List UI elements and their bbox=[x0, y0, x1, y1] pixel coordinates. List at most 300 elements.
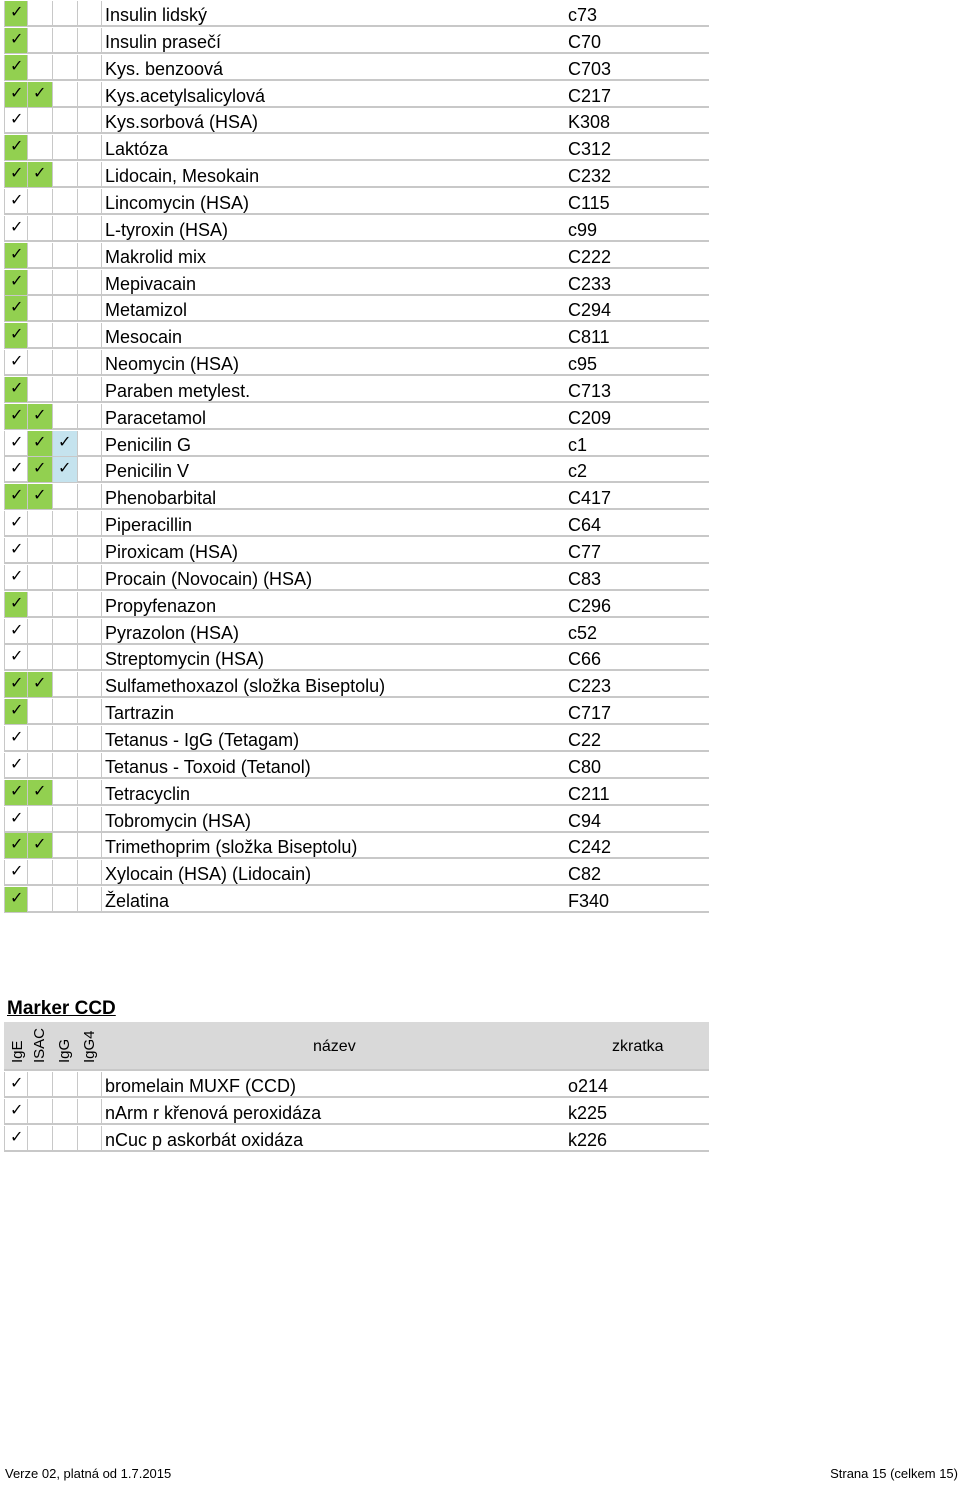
table-row bbox=[4, 189, 709, 215]
table-row bbox=[4, 404, 709, 430]
checkbox-cell bbox=[4, 296, 28, 321]
checkbox-cell bbox=[53, 619, 78, 644]
allergen-code: C417 bbox=[568, 488, 612, 509]
allergen-name: Želatina bbox=[105, 891, 170, 912]
checkmark-icon: ✓ bbox=[10, 406, 24, 424]
checkmark-icon: ✓ bbox=[33, 406, 47, 424]
table-row bbox=[4, 1126, 709, 1152]
checkmark-icon: ✓ bbox=[33, 675, 47, 693]
allergen-name: Penicilin V bbox=[105, 461, 190, 482]
table-row bbox=[4, 753, 709, 779]
checkbox-cell bbox=[4, 404, 28, 429]
allergen-code: C77 bbox=[568, 542, 602, 562]
checkbox-cell bbox=[4, 323, 28, 348]
table-row bbox=[4, 538, 709, 564]
allergen-name: Kys.acetylsalicylová bbox=[105, 85, 266, 106]
checkbox-cell bbox=[4, 699, 28, 724]
checkbox-cell bbox=[78, 404, 102, 429]
allergen-name: L-tyroxin (HSA) bbox=[105, 219, 229, 240]
checkbox-cell bbox=[78, 753, 102, 778]
table-row bbox=[4, 243, 709, 269]
checkbox-cell bbox=[4, 592, 28, 617]
checkbox-cell bbox=[4, 887, 28, 912]
checkbox-cell bbox=[28, 887, 53, 912]
checkbox-cell bbox=[4, 135, 28, 160]
table-row bbox=[4, 484, 709, 510]
checkbox-cell bbox=[53, 484, 78, 509]
table-row bbox=[4, 807, 709, 833]
checkmark-icon: ✓ bbox=[10, 782, 24, 800]
allergen-name: Neomycin (HSA) bbox=[105, 354, 240, 375]
checkbox-cell bbox=[78, 860, 102, 885]
checkbox-cell bbox=[4, 1, 28, 26]
checkbox-cell bbox=[28, 1, 53, 26]
checkmark-icon: ✓ bbox=[10, 460, 24, 478]
checkmark-icon: ✓ bbox=[10, 1101, 24, 1119]
table-row bbox=[4, 323, 709, 349]
checkbox-cell bbox=[4, 1099, 28, 1124]
checkbox-cell bbox=[4, 726, 28, 751]
allergen-name: Mepivacain bbox=[105, 273, 197, 294]
table-row bbox=[4, 431, 709, 457]
allergen-code: C294 bbox=[568, 300, 612, 321]
checkmark-icon: ✓ bbox=[10, 621, 24, 639]
checkbox-cell bbox=[53, 28, 78, 53]
checkbox-cell bbox=[28, 377, 53, 402]
checkmark-icon: ✓ bbox=[10, 648, 24, 666]
table-row bbox=[4, 457, 709, 483]
checkbox-cell bbox=[4, 511, 28, 536]
checkbox-cell bbox=[53, 323, 78, 348]
checkmark-icon: ✓ bbox=[10, 84, 24, 102]
checkbox-cell bbox=[28, 484, 53, 509]
checkbox-cell bbox=[53, 645, 78, 670]
allergen-name: nCuc p askorbát oxidáza bbox=[105, 1129, 304, 1150]
checkbox-cell bbox=[78, 377, 102, 402]
allergen-code: C115 bbox=[568, 192, 610, 213]
checkmark-icon: ✓ bbox=[10, 299, 24, 317]
checkbox-cell bbox=[28, 162, 53, 187]
table-row bbox=[4, 565, 709, 591]
checkmark-icon: ✓ bbox=[10, 567, 24, 585]
checkmark-icon: ✓ bbox=[10, 836, 24, 854]
allergen-code: C312 bbox=[568, 139, 612, 160]
checkbox-cell bbox=[78, 645, 102, 670]
checkbox-cell bbox=[78, 619, 102, 644]
allergen-code: C211 bbox=[568, 783, 610, 804]
checkmark-icon: ✓ bbox=[10, 514, 24, 532]
checkbox-cell bbox=[28, 807, 53, 832]
checkmark-icon: ✓ bbox=[10, 541, 24, 558]
checkbox-cell bbox=[78, 457, 102, 482]
checkbox-cell bbox=[28, 457, 53, 482]
checkbox-cell bbox=[4, 377, 28, 402]
table-row bbox=[4, 645, 709, 671]
table-row bbox=[4, 270, 709, 296]
checkbox-cell bbox=[4, 350, 28, 375]
table-row bbox=[4, 672, 709, 698]
allergen-code: C66 bbox=[568, 649, 602, 670]
checkbox-cell bbox=[4, 162, 28, 187]
checkbox-cell bbox=[28, 323, 53, 348]
checkbox-cell bbox=[53, 457, 78, 482]
checkbox-cell bbox=[78, 431, 102, 456]
checkmark-icon: ✓ bbox=[10, 728, 24, 746]
checkbox-cell bbox=[4, 833, 28, 858]
checkbox-cell bbox=[78, 1072, 102, 1097]
checkmark-icon: ✓ bbox=[33, 460, 47, 478]
checkbox-cell bbox=[78, 887, 102, 912]
checkbox-cell bbox=[78, 243, 102, 268]
checkbox-cell bbox=[53, 243, 78, 268]
checkmark-icon: ✓ bbox=[33, 782, 47, 800]
allergen-code: C296 bbox=[568, 595, 612, 616]
table-row bbox=[4, 780, 709, 806]
table-row bbox=[4, 726, 709, 752]
checkbox-cell bbox=[4, 538, 28, 563]
allergen-code: C232 bbox=[568, 166, 612, 187]
checkbox-cell bbox=[78, 1, 102, 26]
allergen-name: Propyfenazon bbox=[105, 595, 217, 616]
checkbox-cell bbox=[53, 55, 78, 80]
allergen-name: Xylocain (HSA) (Lidocain) bbox=[105, 864, 312, 885]
header-ige: IgE bbox=[9, 1040, 26, 1063]
checkbox-cell bbox=[53, 135, 78, 160]
table-row bbox=[4, 55, 709, 81]
allergen-code: C242 bbox=[568, 837, 612, 858]
table-header bbox=[4, 1022, 709, 1071]
checkbox-cell bbox=[28, 28, 53, 53]
checkmark-icon: ✓ bbox=[10, 165, 24, 183]
checkbox-cell bbox=[28, 1099, 53, 1124]
allergen-name: Mesocain bbox=[105, 327, 183, 348]
checkbox-cell bbox=[4, 243, 28, 268]
checkbox-cell bbox=[53, 108, 78, 133]
table-row bbox=[4, 82, 709, 108]
allergen-name: Streptomycin (HSA) bbox=[105, 649, 265, 670]
checkmark-icon: ✓ bbox=[10, 809, 24, 827]
checkbox-cell bbox=[28, 296, 53, 321]
checkmark-icon: ✓ bbox=[10, 218, 24, 236]
allergen-name: Paraben metylest. bbox=[105, 380, 251, 401]
checkbox-cell bbox=[28, 55, 53, 80]
table-row bbox=[4, 1099, 709, 1125]
allergen-name: Lincomycin (HSA) bbox=[105, 192, 250, 213]
allergen-name: Procain (Novocain) (HSA) bbox=[105, 568, 313, 589]
checkbox-cell bbox=[4, 1072, 28, 1097]
checkbox-cell bbox=[28, 833, 53, 858]
checkmark-icon: ✓ bbox=[58, 433, 72, 451]
checkmark-icon: ✓ bbox=[10, 326, 24, 344]
checkbox-cell bbox=[53, 270, 78, 295]
checkmark-icon: ✓ bbox=[10, 111, 24, 129]
checkbox-cell bbox=[53, 833, 78, 858]
checkbox-cell bbox=[53, 592, 78, 617]
checkbox-cell bbox=[53, 672, 78, 697]
checkbox-cell bbox=[53, 1072, 78, 1097]
checkbox-cell bbox=[28, 565, 53, 590]
table-row bbox=[4, 592, 709, 618]
checkbox-cell bbox=[78, 216, 102, 241]
checkmark-icon: ✓ bbox=[10, 4, 24, 21]
table-row bbox=[4, 216, 709, 242]
allergen-code: C80 bbox=[568, 756, 602, 777]
checkbox-cell bbox=[78, 296, 102, 321]
checkmark-icon: ✓ bbox=[10, 675, 24, 693]
checkmark-icon: ✓ bbox=[33, 487, 47, 505]
checkbox-cell bbox=[28, 538, 53, 563]
checkbox-cell bbox=[53, 1126, 78, 1151]
checkbox-cell bbox=[53, 807, 78, 832]
checkbox-cell bbox=[28, 860, 53, 885]
checkbox-cell bbox=[4, 55, 28, 80]
checkbox-cell bbox=[28, 216, 53, 241]
checkbox-cell bbox=[28, 780, 53, 805]
checkbox-cell bbox=[28, 699, 53, 724]
table-row bbox=[4, 377, 709, 403]
footer-page: Strana 15 (celkem 15) bbox=[830, 1466, 958, 1481]
checkbox-cell bbox=[78, 833, 102, 858]
allergen-name: Insulin lidský bbox=[105, 5, 208, 25]
checkmark-icon: ✓ bbox=[10, 30, 24, 48]
allergen-code: c99 bbox=[568, 219, 598, 240]
checkbox-cell bbox=[4, 860, 28, 885]
allergen-code: o214 bbox=[568, 1076, 609, 1096]
checkmark-icon: ✓ bbox=[10, 191, 24, 209]
checkmark-icon: ✓ bbox=[33, 84, 47, 102]
allergen-code: C713 bbox=[568, 380, 612, 401]
allergen-name: Metamizol bbox=[105, 300, 188, 321]
allergen-code: C222 bbox=[568, 246, 612, 267]
allergen-code: c1 bbox=[568, 434, 588, 455]
checkbox-cell bbox=[78, 189, 102, 214]
checkbox-cell bbox=[78, 28, 102, 53]
table-row bbox=[4, 887, 709, 913]
header-igg: IgG bbox=[56, 1038, 73, 1063]
allergen-name: Tetanus - Toxoid (Tetanol) bbox=[105, 756, 311, 777]
checkmark-icon: ✓ bbox=[10, 245, 24, 263]
checkbox-cell bbox=[78, 1099, 102, 1124]
checkbox-cell bbox=[53, 511, 78, 536]
checkmark-icon: ✓ bbox=[10, 138, 24, 156]
checkbox-cell bbox=[28, 270, 53, 295]
table-row bbox=[4, 860, 709, 886]
allergen-name: bromelain MUXF (CCD) bbox=[105, 1076, 297, 1096]
checkbox-cell bbox=[53, 350, 78, 375]
header-isac: ISAC bbox=[31, 1027, 48, 1063]
checkmark-icon: ✓ bbox=[10, 702, 24, 720]
checkbox-cell bbox=[28, 511, 53, 536]
checkbox-cell bbox=[28, 753, 53, 778]
allergen-name: Penicilin G bbox=[105, 434, 192, 455]
allergen-name: Makrolid mix bbox=[105, 246, 207, 267]
checkmark-icon: ✓ bbox=[10, 890, 24, 908]
allergen-code: c52 bbox=[568, 622, 598, 643]
checkbox-cell bbox=[53, 404, 78, 429]
allergen-name: Lidocain, Mesokain bbox=[105, 166, 260, 187]
checkbox-cell bbox=[53, 538, 78, 563]
checkbox-cell bbox=[4, 807, 28, 832]
checkbox-cell bbox=[28, 189, 53, 214]
checkbox-cell bbox=[53, 860, 78, 885]
checkmark-icon: ✓ bbox=[10, 487, 24, 505]
checkbox-cell bbox=[28, 350, 53, 375]
checkbox-cell bbox=[4, 1126, 28, 1151]
checkbox-cell bbox=[53, 162, 78, 187]
checkbox-cell bbox=[4, 28, 28, 53]
checkbox-cell bbox=[53, 82, 78, 107]
checkbox-cell bbox=[78, 565, 102, 590]
checkbox-cell bbox=[78, 699, 102, 724]
table-row bbox=[4, 833, 709, 859]
checkbox-cell bbox=[78, 108, 102, 133]
checkbox-cell bbox=[4, 753, 28, 778]
checkbox-cell bbox=[28, 82, 53, 107]
table-row bbox=[4, 699, 709, 725]
allergen-code: C82 bbox=[568, 864, 602, 885]
table-row bbox=[4, 162, 709, 188]
allergen-code: k226 bbox=[568, 1129, 608, 1150]
checkbox-cell bbox=[78, 511, 102, 536]
checkbox-cell bbox=[78, 135, 102, 160]
allergen-name: Piperacillin bbox=[105, 515, 193, 536]
allergen-name: Piroxicam (HSA) bbox=[105, 542, 239, 562]
checkmark-icon: ✓ bbox=[10, 433, 24, 451]
checkmark-icon: ✓ bbox=[10, 353, 24, 371]
checkbox-cell bbox=[78, 780, 102, 805]
allergen-name: Tetanus - IgG (Tetagam) bbox=[105, 729, 300, 750]
checkbox-cell bbox=[53, 216, 78, 241]
checkbox-cell bbox=[78, 726, 102, 751]
table-row bbox=[4, 108, 709, 134]
checkbox-cell bbox=[53, 887, 78, 912]
checkbox-cell bbox=[4, 565, 28, 590]
header-code: zkratka bbox=[612, 1038, 664, 1055]
allergen-code: C70 bbox=[568, 31, 602, 52]
checkbox-cell bbox=[4, 619, 28, 644]
allergen-name: Tobromycin (HSA) bbox=[105, 810, 252, 831]
table-row bbox=[4, 28, 709, 54]
allergen-name: Laktóza bbox=[105, 139, 169, 160]
allergen-code: C811 bbox=[568, 327, 610, 348]
checkbox-cell bbox=[53, 431, 78, 456]
allergen-code: C223 bbox=[568, 676, 612, 697]
allergen-code: C94 bbox=[568, 810, 602, 831]
checkbox-cell bbox=[78, 350, 102, 375]
checkbox-cell bbox=[4, 270, 28, 295]
checkbox-cell bbox=[53, 377, 78, 402]
allergen-code: C233 bbox=[568, 273, 612, 294]
checkbox-cell bbox=[4, 645, 28, 670]
checkbox-cell bbox=[28, 592, 53, 617]
checkbox-cell bbox=[78, 1126, 102, 1151]
header-igg4: IgG4 bbox=[81, 1030, 98, 1063]
checkbox-cell bbox=[28, 243, 53, 268]
allergen-code: C217 bbox=[568, 85, 612, 106]
checkbox-cell bbox=[78, 323, 102, 348]
checkbox-cell bbox=[28, 404, 53, 429]
checkbox-cell bbox=[78, 82, 102, 107]
allergen-code: C64 bbox=[568, 515, 602, 536]
checkbox-cell bbox=[4, 780, 28, 805]
checkbox-cell bbox=[28, 619, 53, 644]
checkbox-cell bbox=[4, 108, 28, 133]
checkbox-cell bbox=[53, 726, 78, 751]
checkbox-cell bbox=[78, 270, 102, 295]
checkbox-cell bbox=[4, 216, 28, 241]
allergen-name: Phenobarbital bbox=[105, 488, 217, 509]
allergen-name: Kys. benzoová bbox=[105, 58, 224, 79]
checkmark-icon: ✓ bbox=[33, 165, 47, 183]
checkbox-cell bbox=[78, 538, 102, 563]
checkmark-icon: ✓ bbox=[33, 836, 47, 854]
checkmark-icon: ✓ bbox=[33, 433, 47, 451]
checkmark-icon: ✓ bbox=[10, 57, 24, 75]
checkbox-cell bbox=[78, 55, 102, 80]
allergen-code: C717 bbox=[568, 703, 612, 724]
checkmark-icon: ✓ bbox=[10, 863, 24, 881]
checkbox-cell bbox=[4, 189, 28, 214]
allergen-code: F340 bbox=[568, 891, 610, 912]
checkmark-icon: ✓ bbox=[10, 1075, 24, 1092]
checkbox-cell bbox=[28, 672, 53, 697]
checkbox-cell bbox=[4, 672, 28, 697]
header-name: název bbox=[313, 1038, 356, 1055]
checkbox-cell bbox=[78, 484, 102, 509]
checkbox-cell bbox=[28, 108, 53, 133]
checkbox-cell bbox=[53, 296, 78, 321]
allergen-code: C209 bbox=[568, 407, 612, 428]
checkmark-icon: ✓ bbox=[10, 1128, 24, 1146]
allergen-code: K308 bbox=[568, 112, 611, 133]
table-row bbox=[4, 296, 709, 322]
allergen-code: k225 bbox=[568, 1102, 608, 1123]
checkbox-cell bbox=[53, 780, 78, 805]
checkbox-cell bbox=[4, 431, 28, 456]
footer-version: Verze 02, platná od 1.7.2015 bbox=[5, 1466, 172, 1481]
checkmark-icon: ✓ bbox=[10, 594, 24, 612]
allergen-name: Trimethoprim (složka Biseptolu) bbox=[105, 837, 358, 858]
allergen-code: C703 bbox=[568, 58, 612, 79]
table-row bbox=[4, 1, 709, 27]
checkbox-cell bbox=[78, 592, 102, 617]
allergen-name: nArm r křenová peroxidáza bbox=[105, 1102, 322, 1123]
checkmark-icon: ✓ bbox=[58, 460, 72, 478]
table-row bbox=[4, 1072, 709, 1098]
table-row bbox=[4, 350, 709, 376]
table-row bbox=[4, 135, 709, 161]
table-row bbox=[4, 511, 709, 537]
checkbox-cell bbox=[28, 431, 53, 456]
checkbox-cell bbox=[4, 82, 28, 107]
allergen-name: Pyrazolon (HSA) bbox=[105, 622, 240, 643]
allergen-code: c95 bbox=[568, 354, 598, 375]
checkbox-cell bbox=[53, 753, 78, 778]
checkbox-cell bbox=[78, 162, 102, 187]
checkbox-cell bbox=[28, 1126, 53, 1151]
table-row bbox=[4, 619, 709, 645]
allergen-code: C22 bbox=[568, 729, 602, 750]
allergen-code: C83 bbox=[568, 568, 602, 589]
allergen-code: c73 bbox=[568, 5, 598, 25]
checkmark-icon: ✓ bbox=[10, 379, 24, 397]
checkmark-icon: ✓ bbox=[10, 755, 24, 773]
checkbox-cell bbox=[78, 672, 102, 697]
allergen-name: Tartrazin bbox=[105, 703, 175, 724]
allergen-name: Sulfamethoxazol (složka Biseptolu) bbox=[105, 676, 386, 697]
checkbox-cell bbox=[28, 1072, 53, 1097]
checkbox-cell bbox=[53, 1, 78, 26]
